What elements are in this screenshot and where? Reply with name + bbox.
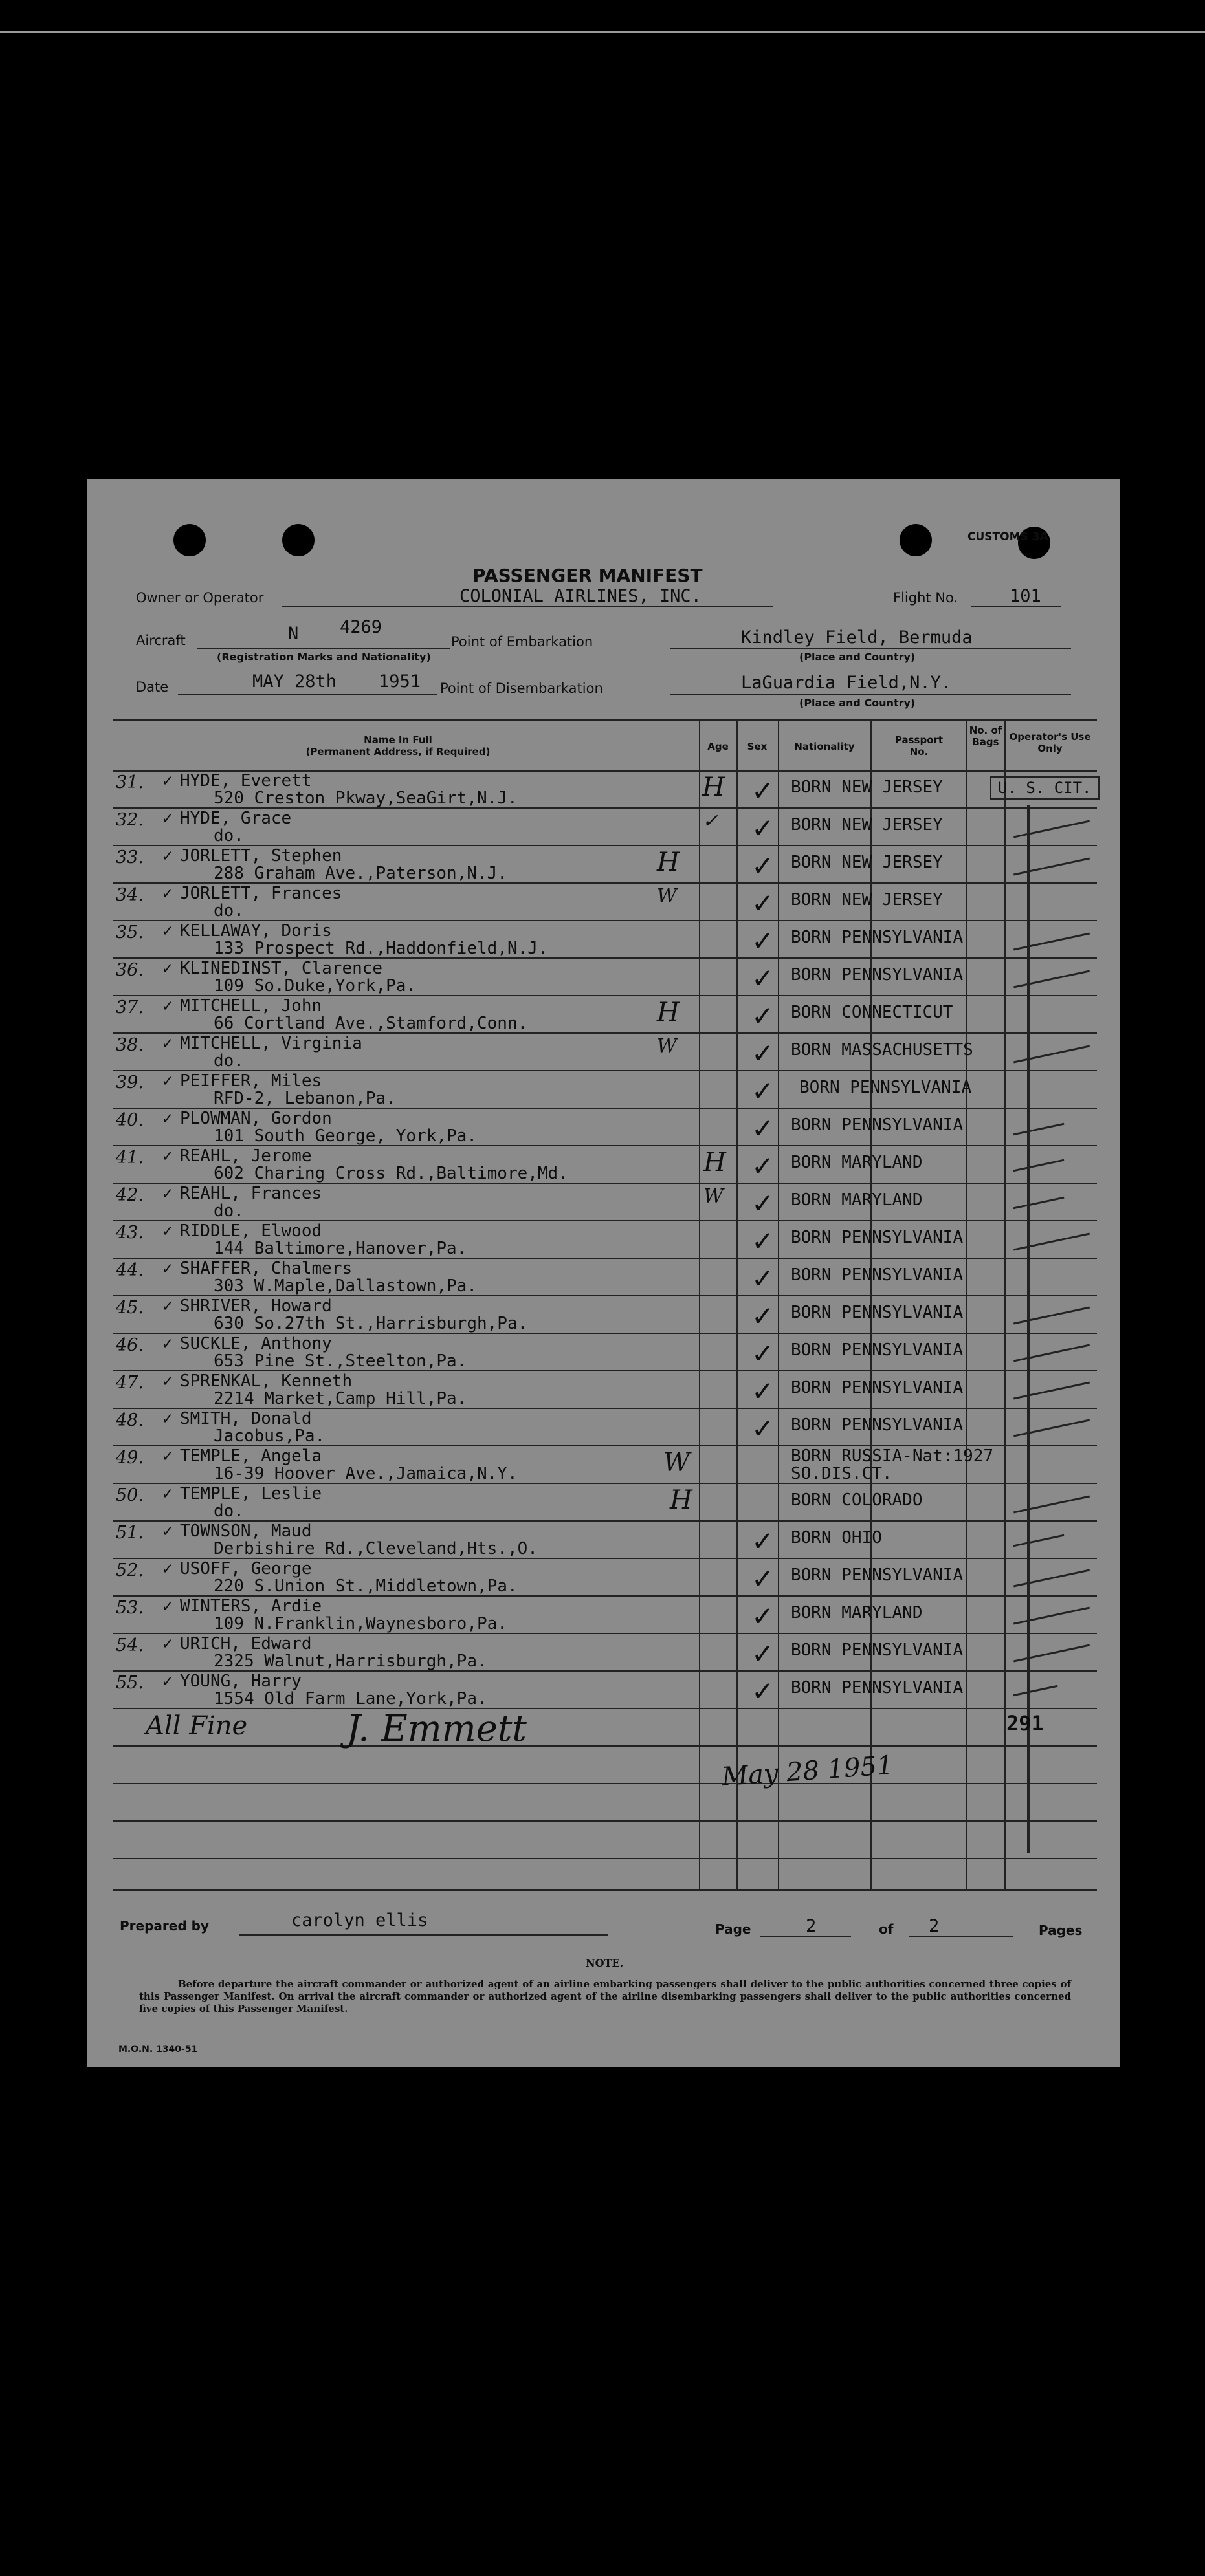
- aircraft-mark: N: [288, 624, 299, 644]
- passenger-name: RIDDLE, Elwood: [180, 1221, 322, 1241]
- passenger-nationality: BORN PENNSYLVANIA: [791, 1228, 964, 1247]
- embark-sub: (Place and Country): [799, 651, 916, 663]
- passenger-nationality: BORN RUSSIA-Nat:1927: [791, 1446, 994, 1466]
- passenger-address: 16-39 Hoover Ave.,Jamaica,N.Y.: [214, 1464, 518, 1483]
- passenger-row: 46. ✓ SUCKLE, Anthony 653 Pine St.,Steelton,Pa. ✓ BORN PENNSYLVANIA: [87, 1334, 1120, 1371]
- passenger-row: 52. ✓ USOFF, George 220 S.Union St.,Middletown,Pa. ✓ BORN PENNSYLVANIA: [87, 1559, 1120, 1597]
- passenger-row: 51. ✓ TOWNSON, Maud Derbishire Rd.,Cleveland,Hts.,O. ✓ BORN OHIO: [87, 1522, 1120, 1559]
- passenger-address: 220 S.Union St.,Middletown,Pa.: [214, 1577, 518, 1596]
- date-label: Date: [136, 679, 169, 695]
- passenger-name: SMITH, Donald: [180, 1409, 312, 1428]
- date-day: MAY 28th: [252, 671, 337, 692]
- passenger-row: 42. ✓ REAHL, Frances do. W ✓ BORN MARYLAND: [87, 1184, 1120, 1221]
- flight-label: Flight No.: [893, 590, 958, 606]
- passenger-name: MITCHELL, John: [180, 996, 322, 1016]
- note-title: NOTE.: [586, 1957, 624, 1969]
- passenger-sex: ✓: [751, 1563, 775, 1595]
- passenger-nationality: BORN PENNSYLVANIA: [791, 1265, 964, 1285]
- passenger-sex: ✓: [751, 1638, 775, 1670]
- passenger-name: SHRIVER, Howard: [180, 1296, 332, 1316]
- passenger-name: KELLAWAY, Doris: [180, 921, 332, 941]
- passenger-address: Jacobus,Pa.: [214, 1426, 326, 1446]
- passenger-row: 53. ✓ WINTERS, Ardie 109 N.Franklin,Waynesboro,Pa. ✓ BORN MARYLAND: [87, 1597, 1120, 1634]
- passenger-row: 40. ✓ PLOWMAN, Gordon 101 South George, York,Pa. ✓ BORN PENNSYLVANIA: [87, 1109, 1120, 1146]
- embark-value: Kindley Field, Bermuda: [741, 628, 973, 648]
- passenger-sex: ✓: [751, 963, 775, 994]
- passenger-nationality: BORN MASSACHUSETTS: [791, 1040, 973, 1060]
- passenger-sex: ✓: [751, 1000, 775, 1032]
- passenger-sex: ✓: [751, 1338, 775, 1370]
- header-nationality: Nationality: [794, 741, 855, 752]
- prepared-by-label: Prepared by: [120, 1918, 209, 1934]
- passenger-nationality: BORN PENNSYLVANIA: [791, 1340, 964, 1360]
- passenger-address: do.: [214, 826, 244, 846]
- passenger-row: 36. ✓ KLINEDINST, Clarence 109 So.Duke,York,Pa. ✓ BORN PENNSYLVANIA: [87, 959, 1120, 996]
- passenger-address: 109 So.Duke,York,Pa.: [214, 976, 417, 996]
- passenger-nationality: BORN PENNSYLVANIA: [791, 1566, 964, 1585]
- passenger-age: ✓: [702, 810, 719, 833]
- passenger-name: HYDE, Everett: [180, 771, 312, 791]
- header-age: Age: [707, 741, 729, 752]
- passenger-age: W: [663, 1448, 691, 1478]
- passenger-row: 37. ✓ MITCHELL, John 66 Cortland Ave.,Stamford,Conn. H ✓ BORN CONNECTICUT: [116, 996, 953, 1033]
- passenger-sex: ✓: [751, 1375, 775, 1407]
- passenger-age: W: [657, 1035, 677, 1058]
- owner-value: COLONIAL AIRLINES, INC.: [459, 586, 702, 606]
- passenger-row: 49. ✓ TEMPLE, Angela 16-39 Hoover Ave.,Jamaica,N.Y. W BORN RUSSIA-Nat:1927 SO.DIS.CT.: [116, 1446, 994, 1483]
- passenger-nationality: BORN NEW JERSEY: [791, 853, 943, 872]
- passenger-name: PLOWMAN, Gordon: [180, 1109, 332, 1128]
- passenger-name: KLINEDINST, Clarence: [180, 959, 383, 978]
- passenger-nationality: BORN PENNSYLVANIA: [791, 1303, 964, 1322]
- passenger-nationality: BORN COLORADO: [791, 1490, 923, 1510]
- header-name: Name In Full (Permanent Address, if Required): [305, 734, 491, 758]
- passenger-name: HYDE, Grace: [180, 809, 292, 828]
- passenger-row: 44. ✓ SHAFFER, Chalmers 303 W.Maple,Dallastown,Pa. ✓ BORN PENNSYLVANIA: [116, 1259, 964, 1296]
- passenger-address: 520 Creston Pkway,SeaGirt,N.J.: [214, 789, 518, 808]
- passenger-name: JORLETT, Stephen: [180, 846, 342, 866]
- passenger-sex: ✓: [751, 1225, 775, 1257]
- passenger-name: TOWNSON, Maud: [180, 1522, 312, 1541]
- passenger-name: SHAFFER, Chalmers: [180, 1259, 353, 1278]
- passenger-age: H: [703, 1148, 726, 1177]
- handwritten-note: All Fine: [146, 1711, 248, 1741]
- passenger-nationality: BORN MARYLAND: [791, 1603, 923, 1622]
- passenger-sex: ✓: [751, 1188, 775, 1219]
- header-operator: Operator's Use Only: [1009, 731, 1091, 754]
- passenger-sex: ✓: [751, 1525, 775, 1557]
- page-number: 2: [806, 1916, 817, 1936]
- passenger-nationality: BORN PENNSYLVANIA: [791, 1641, 964, 1660]
- passenger-name: TEMPLE, Leslie: [180, 1484, 322, 1503]
- scan-edge-line: [0, 31, 1205, 33]
- passenger-row: 38. ✓ MITCHELL, Virginia do. W ✓ BORN MASSACHUSETTS: [87, 1034, 1120, 1071]
- passenger-nationality: BORN PENNSYLVANIA: [791, 1415, 964, 1435]
- handwritten-signature: J. Emmett: [346, 1708, 527, 1750]
- passenger-sex: ✓: [751, 925, 775, 957]
- passenger-address: do.: [214, 1501, 244, 1521]
- embark-label: Point of Embarkation: [451, 634, 593, 649]
- form-code: M.O.N. 1340-51: [118, 2044, 198, 2055]
- header-bags: No. of Bags: [969, 725, 1002, 748]
- note-text: Before departure the aircraft commander or authorized agent of an airline embarking passengers shall deliver to the public authorities concerned three copies of this Passenger Manifest. On arrival the aircraft commander or authorized agent of the airline disembarking passengers shall deliver to the public authorities concerned five copies of this Passenger Manifest.: [139, 1978, 1071, 2014]
- passenger-sex: ✓: [751, 850, 775, 882]
- prepared-by-value: carolyn ellis: [291, 1910, 428, 1930]
- customs-code: CUSTOMS 3A: [967, 530, 1048, 543]
- passenger-name: SPRENKAL, Kenneth: [180, 1371, 353, 1391]
- passenger-address: 1554 Old Farm Lane,York,Pa.: [214, 1689, 487, 1708]
- passenger-address: Derbishire Rd.,Cleveland,Hts.,O.: [214, 1539, 538, 1558]
- passenger-address: 144 Baltimore,Hanover,Pa.: [214, 1239, 467, 1258]
- header-sex: Sex: [747, 741, 768, 752]
- passenger-name: TEMPLE, Angela: [180, 1446, 322, 1466]
- of-label: of: [879, 1921, 894, 1937]
- disembark-label: Point of Disembarkation: [440, 681, 603, 696]
- passenger-row: 33. ✓ JORLETT, Stephen 288 Graham Ave.,Paterson,N.J. H ✓ BORN NEW JERSEY: [87, 846, 1120, 884]
- owner-label: Owner or Operator: [136, 590, 264, 606]
- pages-label: Pages: [1039, 1923, 1083, 1938]
- passenger-sex: ✓: [751, 1263, 775, 1294]
- passenger-row: 54. ✓ URICH, Edward 2325 Walnut,Harrisburgh,Pa. ✓ BORN PENNSYLVANIA: [87, 1634, 1120, 1672]
- passenger-row: 50. ✓ TEMPLE, Leslie do. H BORN COLORADO: [87, 1484, 1120, 1522]
- passenger-age: H: [670, 1485, 692, 1515]
- page-title: PASSENGER MANIFEST: [472, 565, 703, 586]
- passenger-nationality: BORN PENNSYLVANIA: [799, 1078, 972, 1097]
- passenger-nationality: BORN PENNSYLVANIA: [791, 1678, 964, 1697]
- passenger-nationality: BORN OHIO: [791, 1528, 882, 1547]
- passenger-address: 2325 Walnut,Harrisburgh,Pa.: [214, 1652, 487, 1671]
- aircraft-label: Aircraft: [136, 633, 186, 648]
- passenger-name: REAHL, Jerome: [180, 1146, 312, 1166]
- passenger-nationality: BORN PENNSYLVANIA: [791, 928, 964, 947]
- header-passport: Passport No.: [894, 734, 944, 758]
- passenger-age: H: [657, 998, 680, 1027]
- passenger-address: 602 Charing Cross Rd.,Baltimore,Md.: [214, 1164, 568, 1183]
- passenger-address: 109 N.Franklin,Waynesboro,Pa.: [214, 1614, 507, 1633]
- disembark-value: LaGuardia Field,N.Y.: [741, 673, 952, 693]
- passenger-address: 2214 Market,Camp Hill,Pa.: [214, 1389, 467, 1408]
- passenger-row: 48. ✓ SMITH, Donald Jacobus,Pa. ✓ BORN PENNSYLVANIA: [87, 1409, 1120, 1446]
- passenger-sex: ✓: [751, 1675, 775, 1707]
- passenger-address: 101 South George, York,Pa.: [214, 1126, 477, 1146]
- passenger-nationality: BORN MARYLAND: [791, 1153, 923, 1172]
- passenger-name: JORLETT, Frances: [180, 884, 342, 903]
- passenger-row: 31. ✓ HYDE, Everett 520 Creston Pkway,SeaGirt,N.J. H ✓ BORN NEW JERSEY: [116, 771, 943, 808]
- passenger-row: 39. ✓ PEIFFER, Miles RFD-2, Lebanon,Pa. ✓ BORN PENNSYLVANIA: [116, 1071, 972, 1108]
- passenger-address: RFD-2, Lebanon,Pa.: [214, 1089, 396, 1108]
- date-year: 1951: [379, 671, 421, 692]
- passenger-sex: ✓: [751, 888, 775, 919]
- passenger-nationality: BORN NEW JERSEY: [791, 815, 943, 835]
- passenger-sex: ✓: [751, 775, 775, 807]
- punch-hole: [900, 524, 932, 556]
- passenger-address: do.: [214, 1201, 244, 1221]
- passenger-address: 630 So.27th St.,Harrisburgh,Pa.: [214, 1314, 528, 1333]
- passenger-sex: ✓: [751, 1075, 775, 1107]
- passenger-address: do.: [214, 901, 244, 921]
- handwritten-date: May 28 1951: [720, 1750, 894, 1793]
- us-citizen-stamp: U. S. CIT.: [990, 776, 1100, 800]
- passenger-row: 34. ✓ JORLETT, Frances do. W ✓ BORN NEW JERSEY: [116, 884, 943, 921]
- passenger-name: MITCHELL, Virginia: [180, 1034, 362, 1053]
- passenger-address: do.: [214, 1051, 244, 1071]
- passenger-address: 653 Pine St.,Steelton,Pa.: [214, 1351, 467, 1371]
- passenger-row: 35. ✓ KELLAWAY, Doris 133 Prospect Rd.,Haddonfield,N.J. ✓ BORN PENNSYLVANIA: [87, 921, 1120, 959]
- passenger-row: 47. ✓ SPRENKAL, Kenneth 2214 Market,Camp Hill,Pa. ✓ BORN PENNSYLVANIA: [87, 1371, 1120, 1409]
- passenger-row: 43. ✓ RIDDLE, Elwood 144 Baltimore,Hanover,Pa. ✓ BORN PENNSYLVANIA: [87, 1221, 1120, 1259]
- passenger-sex: ✓: [751, 1600, 775, 1632]
- passenger-sex: ✓: [751, 1038, 775, 1069]
- passenger-age: H: [702, 772, 725, 802]
- passenger-age: W: [703, 1185, 724, 1208]
- punch-hole: [282, 524, 315, 556]
- aircraft-number: 4269: [340, 617, 382, 637]
- page-label: Page: [715, 1921, 751, 1937]
- passenger-nationality-detail: SO.DIS.CT.: [791, 1464, 892, 1483]
- passenger-nationality: BORN CONNECTICUT: [791, 1003, 953, 1022]
- passenger-address: 66 Cortland Ave.,Stamford,Conn.: [214, 1014, 528, 1033]
- passenger-nationality: BORN PENNSYLVANIA: [791, 1115, 964, 1135]
- passenger-row: 41. ✓ REAHL, Jerome 602 Charing Cross Rd.,Baltimore,Md. H ✓ BORN MARYLAND: [87, 1146, 1120, 1184]
- disembark-sub: (Place and Country): [799, 697, 916, 709]
- handwritten-total: 291: [1006, 1711, 1044, 1736]
- passenger-address: 133 Prospect Rd.,Haddonfield,N.J.: [214, 939, 548, 958]
- passenger-row: 45. ✓ SHRIVER, Howard 630 So.27th St.,Harrisburgh,Pa. ✓ BORN PENNSYLVANIA: [87, 1296, 1120, 1334]
- passenger-row: 32. ✓ HYDE, Grace do. ✓ ✓ BORN NEW JERSEY: [87, 809, 1120, 846]
- passenger-name: REAHL, Frances: [180, 1184, 322, 1203]
- passenger-name: URICH, Edward: [180, 1634, 312, 1654]
- passenger-name: SUCKLE, Anthony: [180, 1334, 332, 1353]
- passenger-age: H: [657, 847, 680, 877]
- passenger-nationality: BORN MARYLAND: [791, 1190, 923, 1210]
- passenger-address: 288 Graham Ave.,Paterson,N.J.: [214, 864, 507, 883]
- passenger-name: YOUNG, Harry: [180, 1672, 302, 1691]
- passenger-nationality: BORN PENNSYLVANIA: [791, 965, 964, 985]
- passenger-age: W: [657, 885, 677, 908]
- passenger-row: 55. ✓ YOUNG, Harry 1554 Old Farm Lane,York,Pa. ✓ BORN PENNSYLVANIA: [87, 1672, 1120, 1709]
- punch-hole: [173, 524, 206, 556]
- passenger-name: PEIFFER, Miles: [180, 1071, 322, 1091]
- manifest-document: [87, 479, 1120, 2067]
- passenger-sex: ✓: [751, 1300, 775, 1332]
- total-pages: 2: [929, 1916, 940, 1936]
- passenger-sex: ✓: [751, 1150, 775, 1182]
- flight-value: 101: [1010, 586, 1041, 606]
- passenger-nationality: BORN PENNSYLVANIA: [791, 1378, 964, 1397]
- passenger-name: WINTERS, Ardie: [180, 1597, 322, 1616]
- passenger-name: USOFF, George: [180, 1559, 312, 1578]
- passenger-nationality: BORN NEW JERSEY: [791, 890, 943, 910]
- passenger-sex: ✓: [751, 1413, 775, 1445]
- passenger-sex: ✓: [751, 1113, 775, 1144]
- passenger-nationality: BORN NEW JERSEY: [791, 778, 943, 797]
- passenger-sex: ✓: [751, 813, 775, 844]
- aircraft-sub: (Registration Marks and Nationality): [217, 651, 431, 663]
- passenger-address: 303 W.Maple,Dallastown,Pa.: [214, 1276, 477, 1296]
